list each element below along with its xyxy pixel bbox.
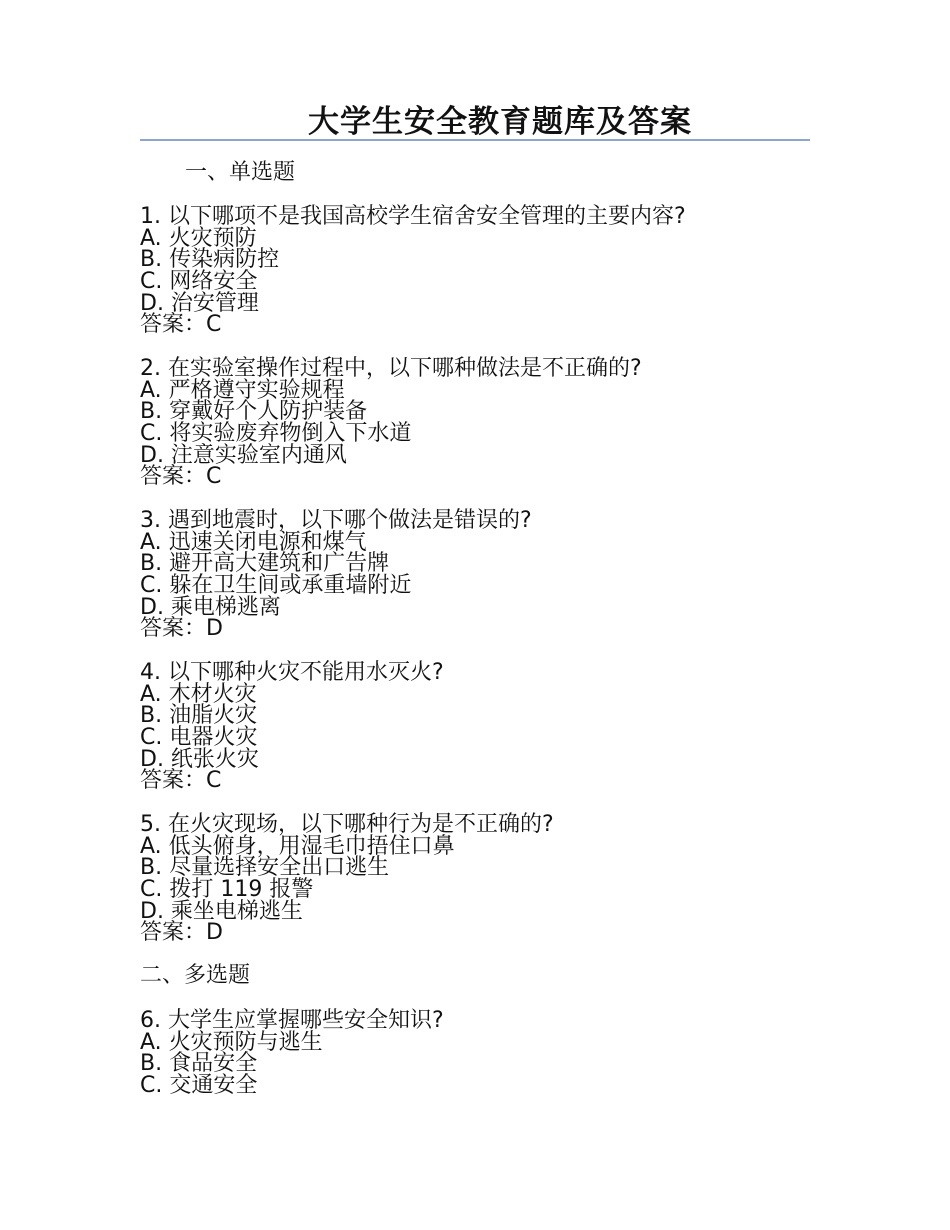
question-text: 3. 遇到地震时，以下哪个做法是错误的? (140, 508, 532, 533)
question-text: 1. 以下哪项不是我国高校学生宿舍安全管理的主要内容? (140, 204, 686, 229)
answer: 答案：C (140, 768, 222, 794)
question-block-5 (140, 814, 554, 944)
question-text: 6. 大学生应掌握哪些安全知识? (140, 1008, 444, 1033)
option-b: B. 避开高大建筑和广告牌 (140, 551, 390, 577)
option-b: B. 穿戴好个人防护装备 (140, 399, 368, 425)
answer: 答案：D (140, 616, 223, 642)
option-b: B. 食品安全 (140, 1051, 258, 1077)
answer: 答案：C (140, 312, 222, 338)
option-a: A. 低头俯身，用湿毛巾捂住口鼻 (140, 833, 455, 859)
question-text: 5. 在火灾现场，以下哪种行为是不正确的? (140, 812, 554, 837)
option-a: A. 迅速关闭电源和煤气 (140, 529, 367, 555)
option-c: C. 交通安全 (140, 1073, 258, 1099)
question-block-4 (140, 662, 444, 792)
option-a: A. 严格遵守实验规程 (140, 377, 345, 403)
section-heading-multiple-choice: 二、多选题 (140, 963, 251, 988)
option-a: A. 火灾预防 (140, 225, 257, 251)
option-d: D. 乘坐电梯逃生 (140, 898, 303, 924)
option-d: D. 乘电梯逃离 (140, 594, 281, 620)
option-c: C. 电器火灾 (140, 725, 258, 751)
option-d: D. 注意实验室内通风 (140, 442, 347, 468)
option-d: D. 治安管理 (140, 290, 259, 316)
option-b: B. 尽量选择安全出口逃生 (140, 855, 390, 881)
answer: 答案：C (140, 464, 222, 490)
option-c: C. 拨打 119 报警 (140, 877, 314, 903)
option-b: B. 传染病防控 (140, 247, 280, 273)
section-heading-single-choice: 一、单选题 (185, 160, 296, 185)
option-c: C. 网络安全 (140, 269, 258, 295)
question-block-3 (140, 510, 532, 640)
question-block-2 (140, 358, 642, 488)
title-underline (140, 139, 810, 141)
option-a: A. 木材火灾 (140, 681, 257, 707)
document-title: 大学生安全教育题库及答案 (308, 104, 692, 140)
question-text: 4. 以下哪种火灾不能用水灭火? (140, 660, 444, 685)
option-d: D. 纸张火灾 (140, 746, 259, 772)
question-block-1 (140, 206, 686, 336)
option-c: C. 躲在卫生间或承重墙附近 (140, 573, 412, 599)
option-a: A. 火灾预防与逃生 (140, 1029, 323, 1055)
question-block-6 (140, 1010, 444, 1097)
question-text: 2. 在实验室操作过程中，以下哪种做法是不正确的? (140, 356, 642, 381)
answer: 答案：D (140, 920, 223, 946)
option-b: B. 油脂火灾 (140, 703, 258, 729)
option-c: C. 将实验废弃物倒入下水道 (140, 421, 412, 447)
